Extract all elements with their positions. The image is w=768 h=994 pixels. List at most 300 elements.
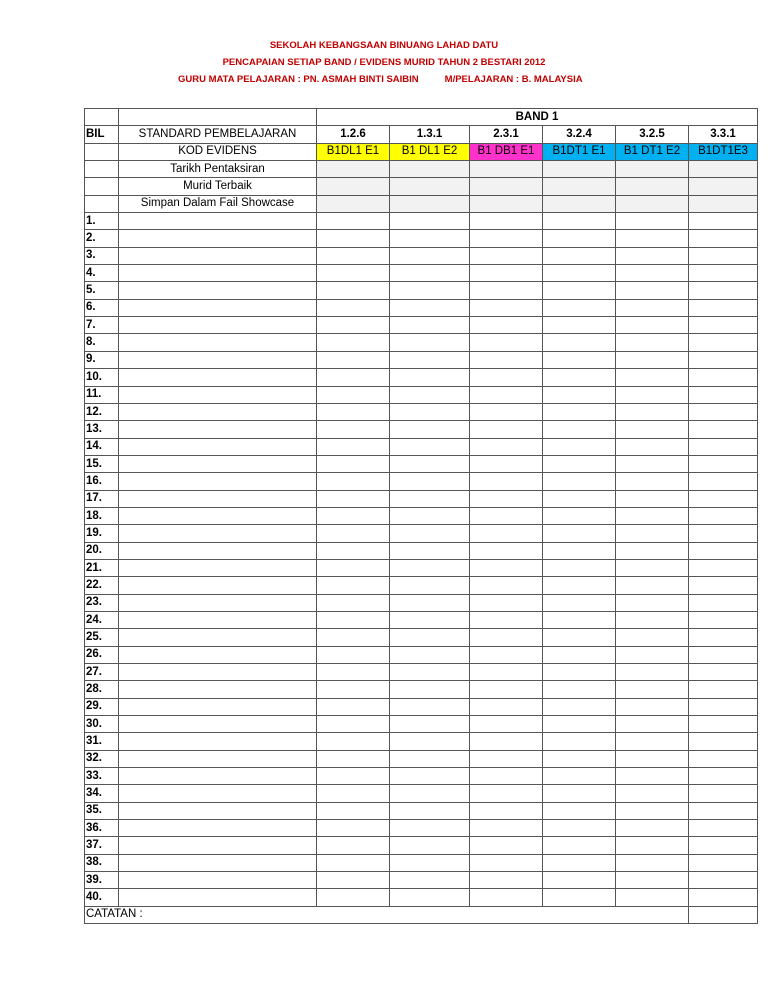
evidence-mark-cell[interactable] [543,854,616,871]
evidence-mark-cell[interactable] [616,473,689,490]
catatan-extra-cell[interactable] [689,906,758,923]
evidence-mark-cell[interactable] [470,369,543,386]
evidence-mark-cell[interactable] [470,698,543,715]
evidence-mark-cell[interactable] [616,403,689,420]
evidence-mark-cell[interactable] [470,455,543,472]
evidence-mark-cell[interactable] [616,681,689,698]
evidence-mark-cell[interactable] [616,664,689,681]
evidence-mark-cell[interactable] [543,594,616,611]
evidence-mark-cell[interactable] [390,265,470,282]
evidence-mark-cell[interactable] [689,421,758,438]
evidence-mark-cell[interactable] [470,386,543,403]
student-name-cell[interactable] [119,750,317,767]
student-name-cell[interactable] [119,872,317,889]
evidence-mark-cell[interactable] [390,507,470,524]
evidence-mark-cell[interactable] [470,664,543,681]
showcase-cell[interactable] [543,195,616,212]
evidence-mark-cell[interactable] [543,369,616,386]
evidence-mark-cell[interactable] [543,664,616,681]
evidence-mark-cell[interactable] [543,525,616,542]
evidence-mark-cell[interactable] [470,490,543,507]
evidence-mark-cell[interactable] [616,490,689,507]
evidence-mark-cell[interactable] [689,785,758,802]
evidence-mark-cell[interactable] [390,455,470,472]
evidence-mark-cell[interactable] [390,282,470,299]
showcase-cell[interactable] [470,195,543,212]
evidence-mark-cell[interactable] [689,854,758,871]
evidence-mark-cell[interactable] [689,750,758,767]
evidence-mark-cell[interactable] [470,872,543,889]
evidence-mark-cell[interactable] [543,507,616,524]
student-name-cell[interactable] [119,577,317,594]
student-name-cell[interactable] [119,854,317,871]
evidence-mark-cell[interactable] [689,559,758,576]
date-cell[interactable] [470,161,543,178]
evidence-mark-cell[interactable] [689,317,758,334]
evidence-mark-cell[interactable] [543,438,616,455]
evidence-mark-cell[interactable] [543,733,616,750]
evidence-mark-cell[interactable] [390,889,470,906]
evidence-mark-cell[interactable] [616,525,689,542]
evidence-mark-cell[interactable] [616,421,689,438]
evidence-mark-cell[interactable] [616,611,689,628]
student-name-cell[interactable] [119,507,317,524]
evidence-mark-cell[interactable] [317,369,390,386]
evidence-mark-cell[interactable] [689,525,758,542]
evidence-mark-cell[interactable] [689,369,758,386]
student-name-cell[interactable] [119,438,317,455]
best-student-cell[interactable] [689,178,758,195]
evidence-mark-cell[interactable] [616,698,689,715]
evidence-mark-cell[interactable] [470,473,543,490]
best-student-cell[interactable] [470,178,543,195]
evidence-mark-cell[interactable] [616,438,689,455]
evidence-mark-cell[interactable] [689,386,758,403]
evidence-mark-cell[interactable] [543,490,616,507]
student-name-cell[interactable] [119,820,317,837]
evidence-mark-cell[interactable] [317,265,390,282]
evidence-mark-cell[interactable] [543,716,616,733]
evidence-mark-cell[interactable] [689,507,758,524]
showcase-cell[interactable] [317,195,390,212]
evidence-mark-cell[interactable] [390,369,470,386]
evidence-mark-cell[interactable] [317,698,390,715]
evidence-mark-cell[interactable] [390,230,470,247]
evidence-mark-cell[interactable] [543,750,616,767]
evidence-mark-cell[interactable] [616,594,689,611]
catatan-label[interactable]: CATATAN : [85,906,689,923]
evidence-mark-cell[interactable] [470,611,543,628]
student-name-cell[interactable] [119,802,317,819]
evidence-mark-cell[interactable] [317,421,390,438]
evidence-mark-cell[interactable] [689,594,758,611]
evidence-mark-cell[interactable] [317,785,390,802]
evidence-mark-cell[interactable] [616,629,689,646]
evidence-mark-cell[interactable] [470,559,543,576]
evidence-mark-cell[interactable] [689,681,758,698]
student-name-cell[interactable] [119,889,317,906]
evidence-mark-cell[interactable] [616,768,689,785]
evidence-mark-cell[interactable] [616,577,689,594]
evidence-mark-cell[interactable] [470,351,543,368]
evidence-mark-cell[interactable] [470,750,543,767]
evidence-mark-cell[interactable] [543,299,616,316]
evidence-mark-cell[interactable] [390,317,470,334]
evidence-mark-cell[interactable] [616,507,689,524]
evidence-mark-cell[interactable] [689,733,758,750]
evidence-mark-cell[interactable] [543,473,616,490]
evidence-mark-cell[interactable] [317,750,390,767]
best-student-cell[interactable] [616,178,689,195]
evidence-mark-cell[interactable] [689,646,758,663]
evidence-mark-cell[interactable] [543,351,616,368]
evidence-mark-cell[interactable] [616,213,689,230]
evidence-mark-cell[interactable] [616,559,689,576]
evidence-mark-cell[interactable] [390,247,470,264]
evidence-mark-cell[interactable] [317,282,390,299]
evidence-mark-cell[interactable] [470,213,543,230]
evidence-mark-cell[interactable] [317,351,390,368]
evidence-mark-cell[interactable] [317,490,390,507]
best-student-cell[interactable] [543,178,616,195]
evidence-mark-cell[interactable] [470,421,543,438]
evidence-mark-cell[interactable] [470,785,543,802]
student-name-cell[interactable] [119,664,317,681]
evidence-mark-cell[interactable] [317,473,390,490]
evidence-mark-cell[interactable] [689,768,758,785]
evidence-mark-cell[interactable] [689,820,758,837]
evidence-mark-cell[interactable] [689,213,758,230]
evidence-mark-cell[interactable] [689,438,758,455]
evidence-mark-cell[interactable] [616,802,689,819]
evidence-mark-cell[interactable] [689,473,758,490]
evidence-mark-cell[interactable] [689,490,758,507]
evidence-mark-cell[interactable] [543,282,616,299]
evidence-mark-cell[interactable] [543,611,616,628]
evidence-mark-cell[interactable] [390,646,470,663]
student-name-cell[interactable] [119,473,317,490]
evidence-mark-cell[interactable] [689,698,758,715]
evidence-mark-cell[interactable] [390,768,470,785]
evidence-mark-cell[interactable] [317,768,390,785]
evidence-mark-cell[interactable] [317,455,390,472]
evidence-mark-cell[interactable] [470,681,543,698]
evidence-mark-cell[interactable] [390,421,470,438]
student-name-cell[interactable] [119,282,317,299]
evidence-mark-cell[interactable] [543,421,616,438]
evidence-mark-cell[interactable] [390,872,470,889]
evidence-mark-cell[interactable] [616,247,689,264]
student-name-cell[interactable] [119,768,317,785]
evidence-mark-cell[interactable] [616,317,689,334]
student-name-cell[interactable] [119,230,317,247]
evidence-mark-cell[interactable] [317,716,390,733]
evidence-mark-cell[interactable] [616,455,689,472]
evidence-mark-cell[interactable] [543,334,616,351]
evidence-mark-cell[interactable] [543,785,616,802]
evidence-mark-cell[interactable] [390,733,470,750]
evidence-mark-cell[interactable] [616,733,689,750]
student-name-cell[interactable] [119,785,317,802]
student-name-cell[interactable] [119,421,317,438]
evidence-mark-cell[interactable] [317,403,390,420]
evidence-mark-cell[interactable] [390,525,470,542]
evidence-mark-cell[interactable] [689,542,758,559]
evidence-mark-cell[interactable] [616,785,689,802]
evidence-mark-cell[interactable] [470,507,543,524]
evidence-mark-cell[interactable] [390,594,470,611]
evidence-mark-cell[interactable] [470,230,543,247]
evidence-mark-cell[interactable] [317,317,390,334]
evidence-mark-cell[interactable] [317,542,390,559]
evidence-mark-cell[interactable] [470,733,543,750]
evidence-mark-cell[interactable] [616,750,689,767]
evidence-mark-cell[interactable] [689,577,758,594]
evidence-mark-cell[interactable] [616,282,689,299]
evidence-mark-cell[interactable] [543,768,616,785]
student-name-cell[interactable] [119,716,317,733]
evidence-mark-cell[interactable] [543,889,616,906]
evidence-mark-cell[interactable] [317,507,390,524]
evidence-mark-cell[interactable] [470,403,543,420]
evidence-mark-cell[interactable] [689,716,758,733]
evidence-mark-cell[interactable] [543,455,616,472]
evidence-mark-cell[interactable] [543,577,616,594]
student-name-cell[interactable] [119,837,317,854]
evidence-mark-cell[interactable] [689,282,758,299]
evidence-mark-cell[interactable] [390,716,470,733]
student-name-cell[interactable] [119,386,317,403]
evidence-mark-cell[interactable] [317,438,390,455]
evidence-mark-cell[interactable] [317,681,390,698]
evidence-mark-cell[interactable] [390,611,470,628]
evidence-mark-cell[interactable] [390,698,470,715]
evidence-mark-cell[interactable] [317,386,390,403]
evidence-mark-cell[interactable] [390,386,470,403]
evidence-mark-cell[interactable] [470,525,543,542]
student-name-cell[interactable] [119,455,317,472]
evidence-mark-cell[interactable] [390,854,470,871]
evidence-mark-cell[interactable] [616,265,689,282]
evidence-mark-cell[interactable] [390,837,470,854]
evidence-mark-cell[interactable] [390,750,470,767]
evidence-mark-cell[interactable] [390,473,470,490]
evidence-mark-cell[interactable] [689,299,758,316]
evidence-mark-cell[interactable] [543,247,616,264]
evidence-mark-cell[interactable] [390,403,470,420]
date-cell[interactable] [616,161,689,178]
evidence-mark-cell[interactable] [616,854,689,871]
evidence-mark-cell[interactable] [616,299,689,316]
student-name-cell[interactable] [119,594,317,611]
evidence-mark-cell[interactable] [470,854,543,871]
evidence-mark-cell[interactable] [317,577,390,594]
date-cell[interactable] [689,161,758,178]
evidence-mark-cell[interactable] [470,299,543,316]
evidence-mark-cell[interactable] [543,230,616,247]
student-name-cell[interactable] [119,559,317,576]
evidence-mark-cell[interactable] [390,351,470,368]
evidence-mark-cell[interactable] [543,403,616,420]
evidence-mark-cell[interactable] [616,369,689,386]
evidence-mark-cell[interactable] [317,837,390,854]
evidence-mark-cell[interactable] [689,872,758,889]
student-name-cell[interactable] [119,525,317,542]
showcase-cell[interactable] [390,195,470,212]
evidence-mark-cell[interactable] [470,716,543,733]
evidence-mark-cell[interactable] [616,889,689,906]
student-name-cell[interactable] [119,490,317,507]
evidence-mark-cell[interactable] [543,837,616,854]
evidence-mark-cell[interactable] [390,802,470,819]
evidence-mark-cell[interactable] [317,664,390,681]
evidence-mark-cell[interactable] [317,559,390,576]
date-cell[interactable] [317,161,390,178]
evidence-mark-cell[interactable] [317,646,390,663]
evidence-mark-cell[interactable] [317,299,390,316]
evidence-mark-cell[interactable] [470,247,543,264]
student-name-cell[interactable] [119,369,317,386]
evidence-mark-cell[interactable] [390,299,470,316]
student-name-cell[interactable] [119,698,317,715]
evidence-mark-cell[interactable] [616,351,689,368]
student-name-cell[interactable] [119,681,317,698]
evidence-mark-cell[interactable] [543,265,616,282]
evidence-mark-cell[interactable] [616,872,689,889]
evidence-mark-cell[interactable] [317,629,390,646]
evidence-mark-cell[interactable] [390,785,470,802]
evidence-mark-cell[interactable] [317,525,390,542]
evidence-mark-cell[interactable] [689,351,758,368]
evidence-mark-cell[interactable] [317,594,390,611]
evidence-mark-cell[interactable] [616,230,689,247]
evidence-mark-cell[interactable] [689,455,758,472]
student-name-cell[interactable] [119,247,317,264]
evidence-mark-cell[interactable] [470,282,543,299]
evidence-mark-cell[interactable] [470,820,543,837]
evidence-mark-cell[interactable] [317,802,390,819]
evidence-mark-cell[interactable] [390,213,470,230]
evidence-mark-cell[interactable] [616,837,689,854]
evidence-mark-cell[interactable] [616,334,689,351]
evidence-mark-cell[interactable] [390,438,470,455]
evidence-mark-cell[interactable] [689,664,758,681]
evidence-mark-cell[interactable] [317,247,390,264]
evidence-mark-cell[interactable] [616,716,689,733]
evidence-mark-cell[interactable] [470,317,543,334]
student-name-cell[interactable] [119,299,317,316]
evidence-mark-cell[interactable] [317,334,390,351]
evidence-mark-cell[interactable] [470,577,543,594]
date-cell[interactable] [543,161,616,178]
evidence-mark-cell[interactable] [689,629,758,646]
evidence-mark-cell[interactable] [390,820,470,837]
student-name-cell[interactable] [119,629,317,646]
evidence-mark-cell[interactable] [689,889,758,906]
evidence-mark-cell[interactable] [317,213,390,230]
evidence-mark-cell[interactable] [390,559,470,576]
evidence-mark-cell[interactable] [543,559,616,576]
evidence-mark-cell[interactable] [543,698,616,715]
date-cell[interactable] [390,161,470,178]
evidence-mark-cell[interactable] [390,629,470,646]
evidence-mark-cell[interactable] [543,317,616,334]
evidence-mark-cell[interactable] [543,629,616,646]
evidence-mark-cell[interactable] [317,889,390,906]
evidence-mark-cell[interactable] [317,854,390,871]
evidence-mark-cell[interactable] [689,403,758,420]
evidence-mark-cell[interactable] [470,594,543,611]
evidence-mark-cell[interactable] [689,802,758,819]
evidence-mark-cell[interactable] [470,889,543,906]
evidence-mark-cell[interactable] [543,646,616,663]
evidence-mark-cell[interactable] [543,542,616,559]
evidence-mark-cell[interactable] [689,334,758,351]
evidence-mark-cell[interactable] [470,334,543,351]
evidence-mark-cell[interactable] [390,334,470,351]
student-name-cell[interactable] [119,265,317,282]
showcase-cell[interactable] [689,195,758,212]
evidence-mark-cell[interactable] [390,577,470,594]
showcase-cell[interactable] [616,195,689,212]
evidence-mark-cell[interactable] [470,802,543,819]
evidence-mark-cell[interactable] [317,820,390,837]
evidence-mark-cell[interactable] [470,646,543,663]
evidence-mark-cell[interactable] [390,542,470,559]
evidence-mark-cell[interactable] [616,386,689,403]
evidence-mark-cell[interactable] [543,386,616,403]
evidence-mark-cell[interactable] [543,820,616,837]
evidence-mark-cell[interactable] [470,438,543,455]
student-name-cell[interactable] [119,403,317,420]
evidence-mark-cell[interactable] [317,611,390,628]
evidence-mark-cell[interactable] [317,230,390,247]
evidence-mark-cell[interactable] [616,820,689,837]
student-name-cell[interactable] [119,334,317,351]
evidence-mark-cell[interactable] [390,664,470,681]
student-name-cell[interactable] [119,213,317,230]
evidence-mark-cell[interactable] [470,542,543,559]
evidence-mark-cell[interactable] [689,837,758,854]
evidence-mark-cell[interactable] [390,490,470,507]
evidence-mark-cell[interactable] [470,265,543,282]
evidence-mark-cell[interactable] [390,681,470,698]
student-name-cell[interactable] [119,351,317,368]
evidence-mark-cell[interactable] [689,265,758,282]
student-name-cell[interactable] [119,317,317,334]
evidence-mark-cell[interactable] [317,872,390,889]
evidence-mark-cell[interactable] [470,629,543,646]
evidence-mark-cell[interactable] [689,230,758,247]
student-name-cell[interactable] [119,646,317,663]
evidence-mark-cell[interactable] [543,681,616,698]
student-name-cell[interactable] [119,611,317,628]
best-student-cell[interactable] [317,178,390,195]
student-name-cell[interactable] [119,733,317,750]
best-student-cell[interactable] [390,178,470,195]
evidence-mark-cell[interactable] [470,768,543,785]
evidence-mark-cell[interactable] [543,872,616,889]
evidence-mark-cell[interactable] [616,646,689,663]
evidence-mark-cell[interactable] [689,611,758,628]
evidence-mark-cell[interactable] [470,837,543,854]
student-name-cell[interactable] [119,542,317,559]
evidence-mark-cell[interactable] [317,733,390,750]
evidence-mark-cell[interactable] [543,213,616,230]
evidence-mark-cell[interactable] [689,247,758,264]
evidence-mark-cell[interactable] [616,542,689,559]
evidence-mark-cell[interactable] [543,802,616,819]
